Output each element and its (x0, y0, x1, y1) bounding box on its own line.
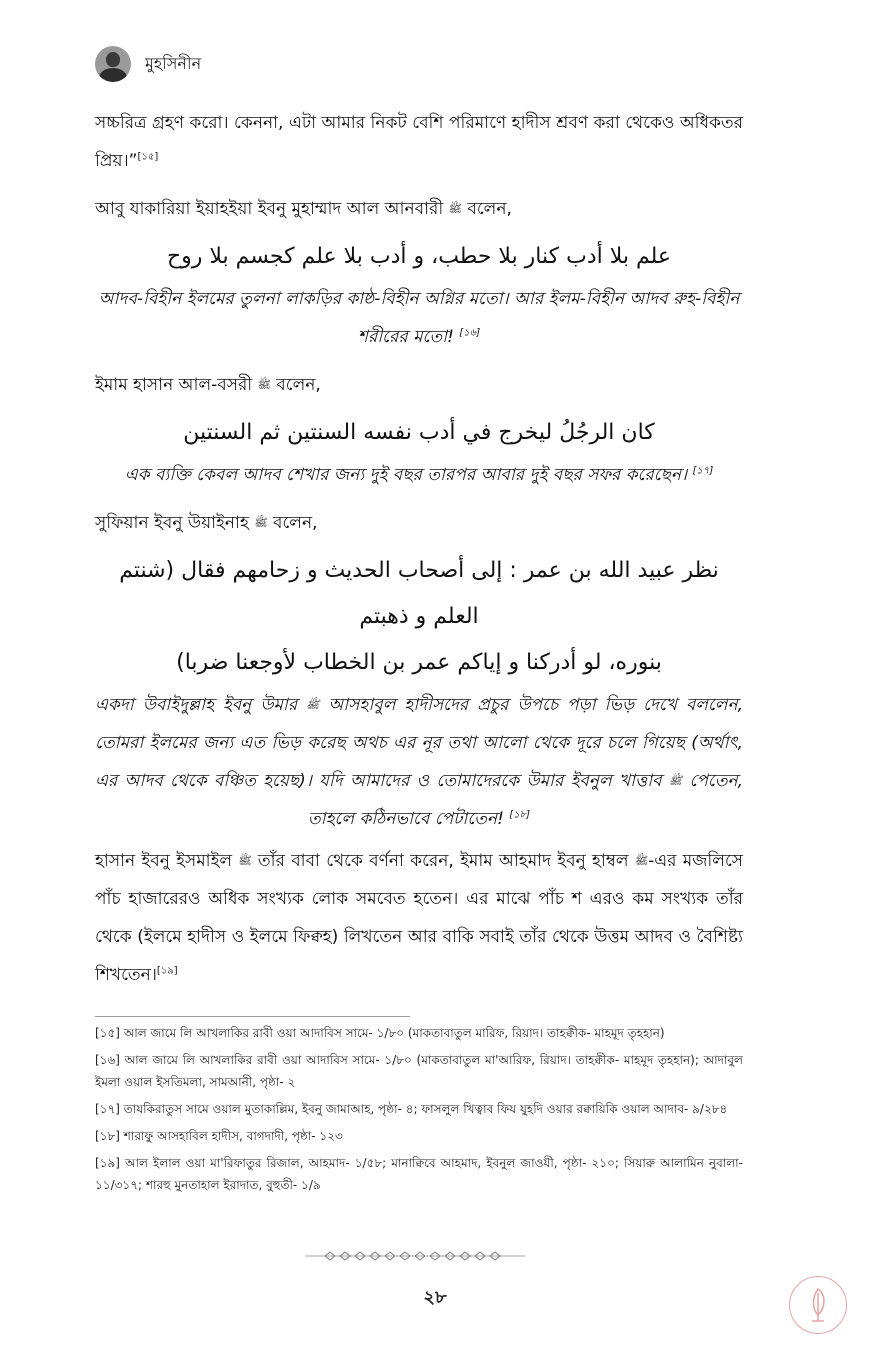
paragraph-text: হাসান ইবনু ইসমাইল (95, 851, 233, 871)
translation-text: এক ব্যক্তি কেবল আদব শেখার জন্য দুই বছর তারপর আবার দুই বছর সফর করেছেন। (124, 465, 688, 485)
paragraph (95, 842, 743, 994)
said-text: বলেন, (273, 513, 318, 533)
ornament-divider (305, 1250, 525, 1262)
page-header (95, 44, 201, 84)
author-avatar (95, 46, 131, 82)
translation-text: একদা উবাইদুল্লাহ ইবনু উমার (95, 695, 298, 715)
publisher-logo-watermark (789, 1276, 847, 1334)
honorific-symbol: ﷺ (238, 854, 252, 867)
running-header-title: মুহসিনীন (145, 53, 202, 73)
footnote-ref[interactable]: [১৮] (509, 809, 531, 821)
honorific-symbol: ﷺ (306, 698, 320, 711)
honorific-symbol: ﷺ (448, 202, 462, 215)
footnote-item: [১৮] শারাফু আসহাবিল হাদীস, বাগদাদী, পৃষ্ঠা- ১২৩ (95, 1129, 343, 1143)
footnote-item: [১৭] তাযকিরাতুস সামে ওয়াল মুতাকাল্লিম, ইবনু জামাআহ, পৃষ্ঠা- ৪; ফাসলুল খিত্বাব ফিয যুহদি ওয়ার রক্বায়িকি ওয়াল আদাব- ৯/২৮৪ (95, 1102, 728, 1116)
page-number: ২৮ (423, 1287, 447, 1308)
quote-intro (95, 504, 743, 542)
paragraph-text: -এর মজলিসে পাঁচ হাজারেরও অধিক সংখ্যক লোক সমবেত হতেন। এর মাঝে পাঁচ শ এরও কম সংখ্যক তাঁর থেকে (ইলমে হাদীস ও ইলমে ফিক্বহ) লিখতেন আর বাকি সবাই তাঁর থেকে উত্তম আদব ও বৈশিষ্ট্য শিখতেন। (95, 851, 744, 985)
footnote-ref[interactable]: [১৬] (459, 327, 481, 339)
footnote-ref[interactable]: [১৯] (156, 965, 178, 977)
honorific-symbol: ﷺ (634, 854, 649, 867)
arabic-quote: علم بلا أدب كنار بلا حطب، و أدب بلا علم كجسم بلا روح (166, 244, 672, 269)
paragraph-text: সচ্চরিত্র গ্রহণ করো। কেননা, এটা আমার নিকট বেশি পরিমাণে হাদীস শ্রবণ করা থেকেও অধিকতর প্রিয়।” (95, 113, 743, 171)
narrator-name: ইমাম হাসান আল-বসরী (95, 375, 253, 395)
translation (95, 280, 743, 356)
footnote-item: [১৯] আল ইলাল ওয়া মা'রিফাতুর রিজাল, আহমাদ- ১/৫৮; মানাক্বিবে আহমাদ, ইবনুল জাওযী, পৃষ্ঠা- ২১০; সিয়ারু আলামিন নুবালা- ১১/৩১৭; শারহু মুনতাহাল ইরাদাত, বুহুতী- ১/৯ (95, 1156, 743, 1192)
translation (95, 456, 743, 494)
paragraph (95, 104, 743, 180)
translation-text: আদব-বিহীন ইলমের তুলনা লাকড়ির কাষ্ঠ-বিহীন অগ্নির মতো। আর ইলম-বিহীন আদব রুহ-বিহীন শরীরের মতো! (98, 289, 740, 347)
quote-intro (95, 366, 743, 404)
translation (95, 686, 743, 838)
footnotes (95, 1022, 743, 1201)
translation-text: আসহাবুল হাদীসদের প্রচুর উপচে পড়া ভিড় দেখে বললেন, তোমরা ইলমের জন্য এত ভিড় করেছ অথচ এর নূর তথা আলো থেকে দূরে চলে গিয়েছ (অর্থাৎ, এর আদব থেকে বঞ্চিত হয়েছ)। যদি আমাদের ও তোমাদেরকে উমার ইবনুল খাত্তাব (95, 695, 744, 791)
feather-icon (790, 1277, 846, 1333)
quote-intro (95, 190, 743, 228)
footnote-item: [১৫] আল জামে লি আখলাকির রাবী ওয়া আদাবিস সামে- ১/৮০ (মাকতাবাতুল মারিফ, রিয়াদ। তাহক্বীক- মাহমূদ তৃহহান) (95, 1026, 665, 1040)
arabic-quote: كان الرجُلُ ليخرج في أدب نفسه السنتين ثم السنتين (183, 420, 655, 445)
footnote-ref[interactable]: [১৫] (137, 151, 159, 163)
said-text: বলেন, (467, 199, 512, 219)
honorific-symbol: ﷺ (257, 378, 271, 391)
paragraph-text: তাঁর বাবা থেকে বর্ণনা করেন, ইমাম আহমাদ ইবনু হাম্বল (257, 851, 629, 871)
narrator-name: সুফিয়ান ইবনু উয়াইনাহ (95, 513, 249, 533)
main-text (95, 104, 743, 994)
footnote-item: [১৬] আল জামে লি আখলাকির রাবী ওয়া আদাবিস সামে- ১/৮০ (মাকতাবাতুল মা'আরিফ, রিয়াদ। তাহক্বীক- মাহমূদ তৃহহান); আদাবুল ইমলা ওয়াল ইসতিমলা, সামআনী, পৃষ্ঠা- ২ (95, 1053, 743, 1089)
arabic-quote-line-1: نظر عبيد الله بن عمر : إلى أصحاب الحديث و زحامهم فقال (شنتم العلم و ذهبتم (119, 558, 719, 629)
translation-text: পেতেন, তাহলে কঠিনভাবে পেটাতেন! (307, 771, 744, 829)
footnote-divider (95, 1016, 410, 1017)
footnote-ref[interactable]: [১৭] (692, 465, 714, 477)
narrator-name: আবু যাকারিয়া ইয়াহইয়া ইবনু মুহাম্মাদ আল আনবারী (95, 199, 444, 219)
said-text: বলেন, (276, 375, 321, 395)
honorific-symbol: ﷺ (668, 774, 683, 787)
honorific-symbol: ﷺ (254, 516, 268, 529)
arabic-quote-line-2: بنوره، لو أدركنا و إياكم عمر بن الخطاب لأوجعنا ضربا) (176, 650, 662, 675)
